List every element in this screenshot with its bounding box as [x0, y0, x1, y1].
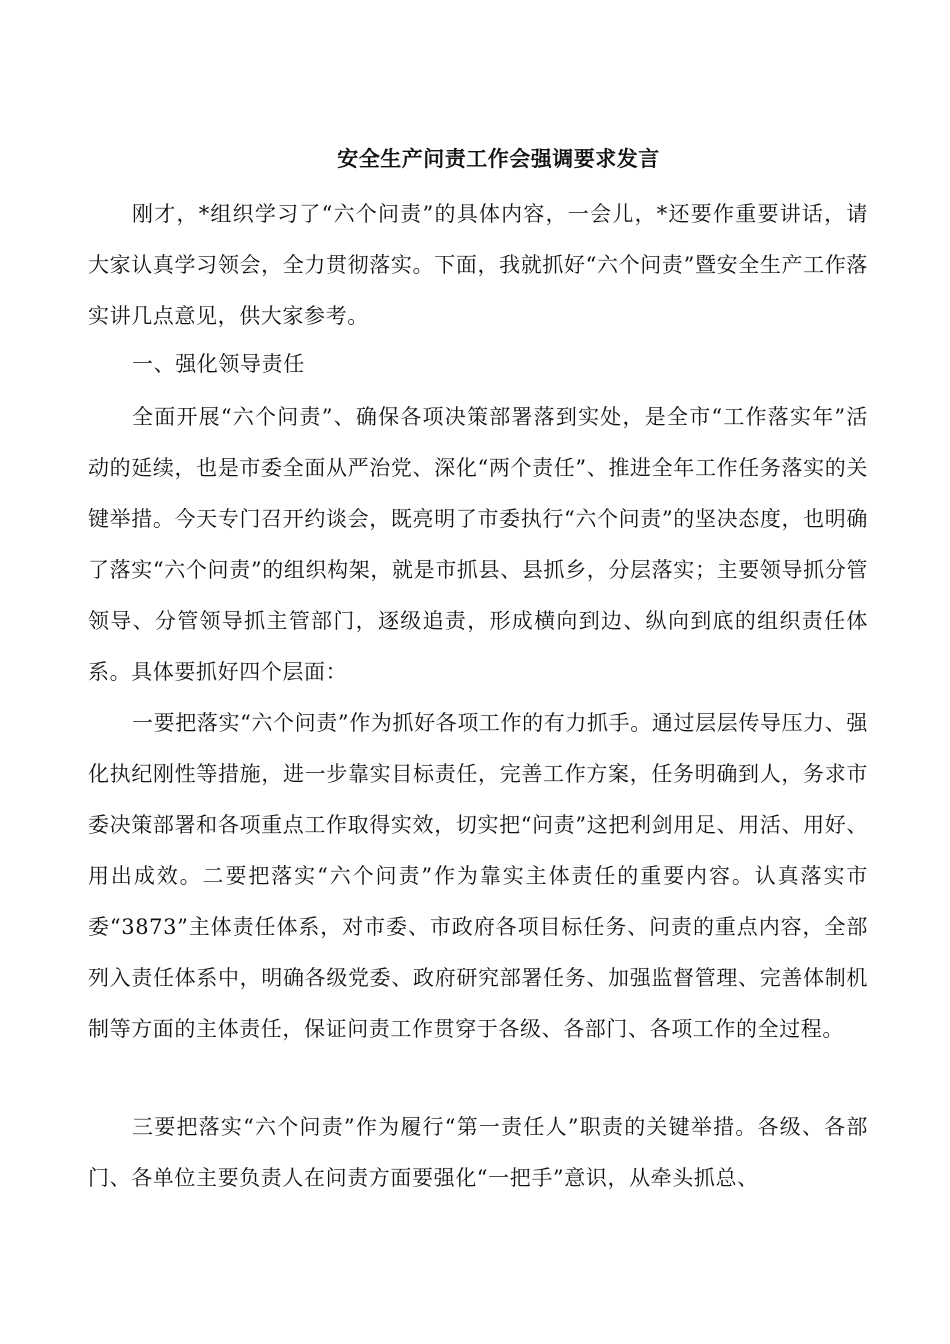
- paragraph-third: 三要把落实“六个问责”作为履行“第一责任人”职责的关键举措。各级、各部门、各单位主要负责人在问责方面要强化“一把手”意识，从牵头抓总、: [88, 1115, 868, 1190]
- paragraph-leadership: 全面开展“六个问责”、确保各项决策部署落到实处，是全市“工作落实年”活动的延续，也是市委全面从严治党、深化“两个责任”、推进全年工作任务落实的关键举措。今天专门召开约谈会，既亮明了市委执行“六个问责”的坚决态度，也明确了落实“六个问责”的组织构架，就是市抓县、县抓乡，分层落实；主要领导抓分管领导、分管领导抓主管部门，逐级追责，形成横向到边、纵向到底的组织责任体系。具体要抓好四个层面：: [88, 405, 868, 684]
- paragraph-intro: 刚才，*组织学习了“六个问责”的具体内容，一会儿，*还要作重要讲话，请大家认真学习领会，全力贯彻落实。下面，我就抓好“六个问责”暨安全生产工作落实讲几点意见，供大家参考。: [88, 202, 868, 328]
- section-heading: 一、强化领导责任: [132, 352, 305, 376]
- document-title: 安全生产问责工作会强调要求发言: [337, 146, 660, 171]
- paragraph-first-second: 一要把落实“六个问责”作为抓好各项工作的有力抓手。通过层层传导压力、强化执纪刚性等措施，进一步靠实目标责任，完善工作方案，任务明确到人，务求市委决策部署和各项重点工作取得实效，切实把“问责”这把利剑用足、用活、用好、用出成效。二要把落实“六个问责”作为靠实主体责任的重要内容。认真落实市委“3873”主体责任体系，对市委、市政府各项目标任务、问责的重点内容，全部列入责任体系中，明确各级党委、政府研究部署任务、加强监督管理、完善体制机制等方面的主体责任，保证问责工作贯穿于各级、各部门、各项工作的全过程。: [88, 711, 868, 1041]
